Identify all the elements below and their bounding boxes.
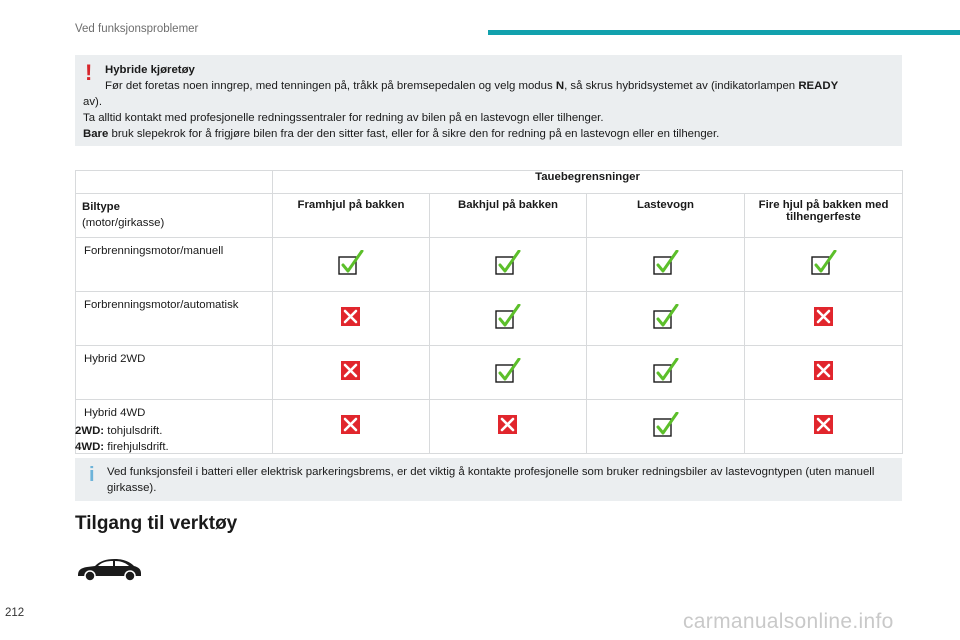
warning-text: Før det foretas noen inngrep, med tenningen på, tråkk på bremsepedalen og velg modus bbox=[105, 80, 556, 92]
page-number: 212 bbox=[5, 607, 25, 619]
warning-emphasis: Bare bbox=[83, 128, 109, 140]
mode-label: N bbox=[555, 80, 565, 92]
car-icon bbox=[75, 555, 143, 586]
warning-text: bruk slepekrok for å frigjøre bilen fra der den sitter fast, eller for å sikre den for redning på en lastevogn eller en tilhenger. bbox=[108, 128, 720, 140]
column-header: Framhjul på bakken bbox=[273, 194, 430, 238]
cross-icon bbox=[273, 346, 430, 400]
table-row bbox=[76, 292, 903, 346]
cross-icon bbox=[745, 292, 903, 346]
warning-icon: ! bbox=[85, 60, 93, 85]
watermark: carmanualsonline.info bbox=[683, 610, 894, 633]
row-label: Hybrid 4WD bbox=[76, 400, 273, 454]
cross-icon bbox=[745, 346, 903, 400]
info-box bbox=[75, 458, 902, 501]
abbreviations bbox=[75, 423, 169, 455]
check-icon bbox=[430, 238, 587, 292]
group-header: Tauebegrensninger bbox=[273, 171, 903, 194]
abbreviation-desc: tohjulsdrift. bbox=[104, 425, 163, 437]
row-label: Forbrenningsmotor/manuell bbox=[76, 238, 273, 292]
warning-line-1 bbox=[83, 78, 892, 94]
check-icon bbox=[587, 292, 745, 346]
table-header-row bbox=[76, 194, 903, 238]
info-text: Ved funksjonsfeil i batteri eller elektrisk parkeringsbrems, er det viktig å kontakte profesjonelle som bruker redningsbiler av lastevogntypen (uten manuell girkasse). bbox=[107, 466, 875, 494]
abbreviation-term: 4WD: bbox=[75, 441, 105, 453]
cross-icon bbox=[273, 400, 430, 454]
header-accent-bar bbox=[488, 30, 960, 35]
header-title: Ved funksjonsproblemer bbox=[75, 23, 199, 35]
table-group-header-row bbox=[76, 171, 903, 194]
row-label: Hybrid 2WD bbox=[76, 346, 273, 400]
type-header-title: Biltype bbox=[82, 201, 120, 213]
check-icon bbox=[430, 346, 587, 400]
abbreviation-term: 2WD: bbox=[75, 425, 105, 437]
row-label: Forbrenningsmotor/automatisk bbox=[76, 292, 273, 346]
abbreviation-desc: firehjulsdrift. bbox=[104, 441, 169, 453]
type-header bbox=[76, 194, 273, 238]
warning-text: , så skrus hybridsystemet av (indikatorlampen bbox=[564, 80, 799, 92]
towing-table bbox=[75, 170, 903, 454]
section-title: Tilgang til verktøy bbox=[75, 513, 238, 534]
table-row bbox=[76, 238, 903, 292]
check-icon bbox=[587, 346, 745, 400]
check-icon bbox=[745, 238, 903, 292]
table-row bbox=[76, 400, 903, 454]
warning-line-4 bbox=[83, 126, 892, 142]
type-header-subtitle: (motor/girkasse) bbox=[82, 217, 165, 229]
lamp-label: READY bbox=[798, 80, 839, 92]
check-icon bbox=[430, 292, 587, 346]
cross-icon bbox=[273, 292, 430, 346]
check-icon bbox=[587, 238, 745, 292]
column-header: Fire hjul på bakken med tilhengerfeste bbox=[745, 194, 903, 238]
cross-icon bbox=[430, 400, 587, 454]
column-header: Lastevogn bbox=[587, 194, 745, 238]
check-icon bbox=[587, 400, 745, 454]
empty-header-cell bbox=[76, 171, 273, 194]
info-icon: i bbox=[89, 464, 95, 486]
table-row bbox=[76, 346, 903, 400]
warning-box bbox=[75, 55, 902, 146]
cross-icon bbox=[745, 400, 903, 454]
warning-line-2: av). bbox=[83, 96, 102, 108]
column-header: Bakhjul på bakken bbox=[430, 194, 587, 238]
warning-title: Hybride kjøretøy bbox=[105, 64, 195, 76]
abbreviation-2wd bbox=[75, 423, 169, 439]
check-icon bbox=[273, 238, 430, 292]
abbreviation-4wd bbox=[75, 439, 169, 455]
warning-line-3: Ta alltid kontakt med profesjonelle redningssentraler for redning av bilen på en lastevogn eller tilhenger. bbox=[83, 112, 604, 124]
